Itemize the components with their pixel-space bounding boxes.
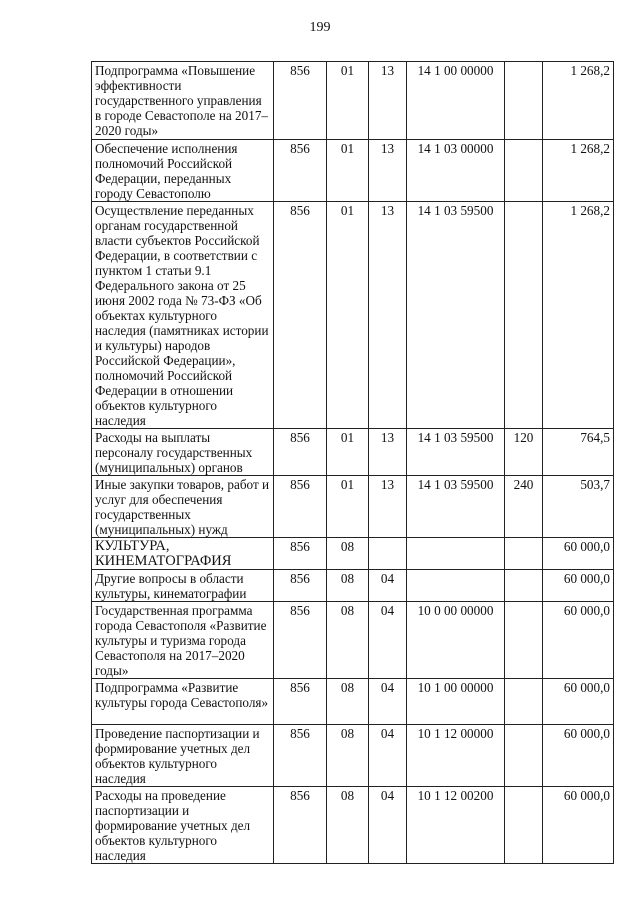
subsection-code: 04 (369, 679, 407, 725)
section-code: 08 (327, 538, 369, 570)
target-article (407, 538, 505, 570)
row-name: Другие вопросы в области культуры, кинематографии (92, 570, 274, 602)
row-name: Проведение паспортизации и формирование учетных дел объектов культурного наследия (92, 725, 274, 787)
ministry-code: 856 (274, 62, 327, 140)
row-name: Иные закупки товаров, работ и услуг для обеспечения государственных (муниципальных) нужд (92, 476, 274, 538)
amount: 60 000,0 (543, 602, 614, 679)
section-code: 08 (327, 725, 369, 787)
section-code: 01 (327, 202, 369, 429)
table-row (92, 570, 614, 602)
expense-type (505, 787, 543, 864)
row-name: Расходы на выплаты персоналу государственных (муниципальных) органов (92, 429, 274, 476)
table-row (92, 679, 614, 725)
subsection-code: 04 (369, 787, 407, 864)
ministry-code: 856 (274, 570, 327, 602)
page-number: 199 (309, 20, 331, 35)
amount: 60 000,0 (543, 570, 614, 602)
row-name: Осуществление переданных органам государственной власти субъектов Российской Федерации, в соответствии с пунктом 1 статьи 9.1 Федерального закона от 25 июня 2002 года № 73-ФЗ «Об объектах культурного наследия (памятниках истории и культуры) народов Российской Федерации», полномочий Российской Федерации в отношении объектов культурного наследия (92, 202, 274, 429)
section-code: 08 (327, 602, 369, 679)
target-article: 10 1 12 00200 (407, 787, 505, 864)
row-name: Обеспечение исполнения полномочий Российской Федерации, переданных городу Севастополю (92, 140, 274, 202)
table-row (92, 538, 614, 570)
budget-table (91, 61, 614, 864)
row-name: Государственная программа города Севастополя «Развитие культуры и туризма города Севастополя на 2017–2020 годы» (92, 602, 274, 679)
expense-type (505, 570, 543, 602)
ministry-code: 856 (274, 787, 327, 864)
section-code: 01 (327, 429, 369, 476)
expense-type (505, 538, 543, 570)
amount: 60 000,0 (543, 679, 614, 725)
table-row (92, 476, 614, 538)
section-code: 01 (327, 140, 369, 202)
subsection-code: 13 (369, 476, 407, 538)
section-code: 08 (327, 787, 369, 864)
ministry-code: 856 (274, 725, 327, 787)
amount: 1 268,2 (543, 62, 614, 140)
expense-type (505, 140, 543, 202)
subsection-code: 04 (369, 570, 407, 602)
ministry-code: 856 (274, 429, 327, 476)
row-name: КУЛЬТУРА, КИНЕМАТОГРАФИЯ (92, 538, 274, 570)
row-name: Подпрограмма «Развитие культуры города Севастополя» (92, 679, 274, 725)
subsection-code: 13 (369, 140, 407, 202)
table-row (92, 725, 614, 787)
target-article: 10 1 12 00000 (407, 725, 505, 787)
amount: 60 000,0 (543, 538, 614, 570)
subsection-code: 13 (369, 62, 407, 140)
table-row (92, 787, 614, 864)
expense-type (505, 725, 543, 787)
target-article: 14 1 03 59500 (407, 429, 505, 476)
target-article: 14 1 00 00000 (407, 62, 505, 140)
amount: 60 000,0 (543, 725, 614, 787)
ministry-code: 856 (274, 602, 327, 679)
section-code: 01 (327, 476, 369, 538)
section-code: 08 (327, 679, 369, 725)
expense-type: 240 (505, 476, 543, 538)
target-article: 10 1 00 00000 (407, 679, 505, 725)
subsection-code: 04 (369, 602, 407, 679)
table-row (92, 62, 614, 140)
ministry-code: 856 (274, 140, 327, 202)
subsection-code: 13 (369, 429, 407, 476)
row-name: Расходы на проведение паспортизации и формирование учетных дел объектов культурного наследия (92, 787, 274, 864)
subsection-code (369, 538, 407, 570)
amount: 1 268,2 (543, 140, 614, 202)
table-row (92, 202, 614, 429)
amount: 1 268,2 (543, 202, 614, 429)
expense-type (505, 62, 543, 140)
expense-type: 120 (505, 429, 543, 476)
target-article: 10 0 00 00000 (407, 602, 505, 679)
target-article: 14 1 03 59500 (407, 476, 505, 538)
row-name: Подпрограмма «Повышение эффективности государственного управления в городе Севастополе на 2017–2020 годы» (92, 62, 274, 140)
section-code: 01 (327, 62, 369, 140)
target-article (407, 570, 505, 602)
subsection-code: 04 (369, 725, 407, 787)
target-article: 14 1 03 59500 (407, 202, 505, 429)
table-row (92, 602, 614, 679)
expense-type (505, 602, 543, 679)
ministry-code: 856 (274, 476, 327, 538)
amount: 764,5 (543, 429, 614, 476)
expense-type (505, 202, 543, 429)
expense-type (505, 679, 543, 725)
amount: 503,7 (543, 476, 614, 538)
ministry-code: 856 (274, 202, 327, 429)
table-row (92, 429, 614, 476)
target-article: 14 1 03 00000 (407, 140, 505, 202)
ministry-code: 856 (274, 679, 327, 725)
section-code: 08 (327, 570, 369, 602)
amount: 60 000,0 (543, 787, 614, 864)
table-row (92, 140, 614, 202)
subsection-code: 13 (369, 202, 407, 429)
ministry-code: 856 (274, 538, 327, 570)
